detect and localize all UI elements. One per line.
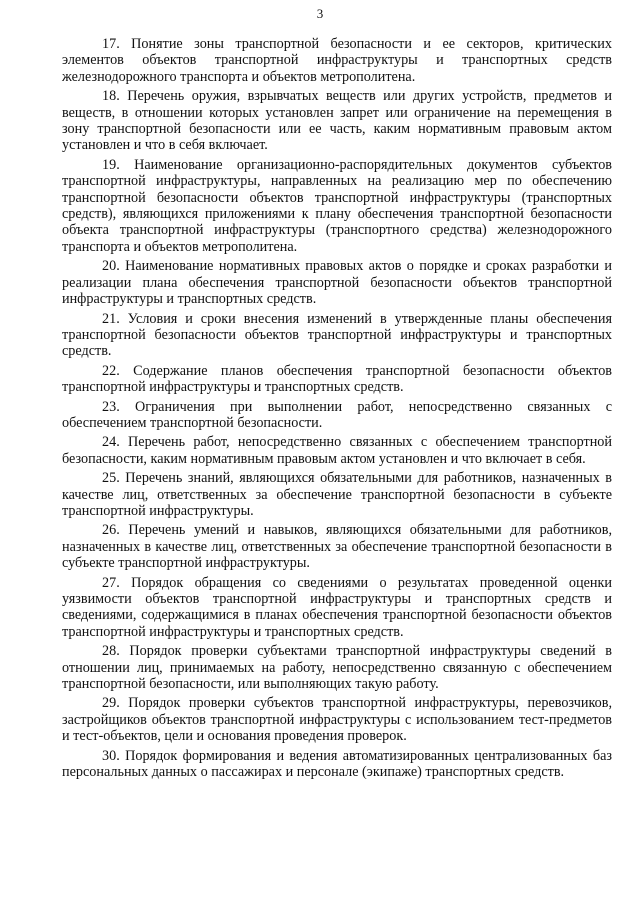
list-item: 25. Перечень знаний, являющихся обязательными для работников, назначенных в качестве лиц, ответственных за обеспечение транспортной безопасности в субъекте транспортной инфраструктуры. [62,470,612,519]
list-item: 23. Ограничения при выполнении работ, непосредственно связанных с обеспечением транспортной безопасности. [62,398,612,431]
list-item: 28. Порядок проверки субъектами транспортной инфраструктуры сведений в отношении лиц, принимаемых на работу, непосредственно связанную с обеспечением транспортной безопасности, или выполняющих такую работу. [62,643,612,693]
list-item: 27. Порядок обращения со сведениями о результатах проведенной оценки уязвимости объектов транспортной инфраструктуры и транспортных средств и сведениями, содержащимися в планах обеспечения транспортной безопасности объектов транспортной инфраструктуры и транспортных средств. [62,574,612,640]
list-item: 29. Порядок проверки субъектов транспортной инфраструктуры, перевозчиков, застройщиков объектов транспортной инфраструктуры с использованием тест-предметов и тест-объектов, цели и основания проведения проверок. [62,695,612,745]
page-number: 3 [316,6,324,21]
list-item: 17. Понятие зоны транспортной безопасности и ее секторов, критических элементов объектов транспортной инфраструктуры и транспортных средств железнодорожного транспорта и объектов метрополитена. [62,36,612,85]
list-item: 18. Перечень оружия, взрывчатых веществ или других устройств, предметов и веществ, в отношении которых установлен запрет или ограничение на перемещения в зону транспортной безопасности или ее часть, каким нормативным правовым актом установлен и что в себя включает. [62,88,612,154]
list-item: 22. Содержание планов обеспечения транспортной безопасности объектов транспортной инфраструктуры и транспортных средств. [62,362,612,396]
list-item: 24. Перечень работ, непосредственно связанных с обеспечением транспортной безопасности, каким нормативным правовым актом установлен и что включает в себя. [62,434,612,467]
list-item: 19. Наименование организационно-распорядительных документов субъектов транспортной инфраструктуры, направленных на реализацию мер по обеспечению транспортной безопасности объектов транспортной инфраструктуры (транспортных средств), являющихся приложениями к плану обеспечения транспортной безопасности объекта транспортной инфраструктуры (транспортного средства) железнодорожного транспорта и объектов метрополитена. [62,156,612,255]
list-item: 26. Перечень умений и навыков, являющихся обязательными для работников, назначенных в качестве лиц, ответственных за обеспечение транспортной безопасности в субъекте транспортной инфраструктуры. [62,522,612,572]
document-body [62,36,612,783]
list-item: 20. Наименование нормативных правовых актов о порядке и сроках разработки и реализации плана обеспечения транспортной безопасности объектов транспортной инфраструктуры и транспортных средств. [62,258,612,308]
list-item: 30. Порядок формирования и ведения автоматизированных централизованных баз персональных данных о пассажирах и персонале (экипаже) транспортных средств. [62,747,612,781]
list-item: 21. Условия и сроки внесения изменений в утвержденные планы обеспечения транспортной безопасности объектов транспортной инфраструктуры и транспортных средств. [62,310,612,360]
